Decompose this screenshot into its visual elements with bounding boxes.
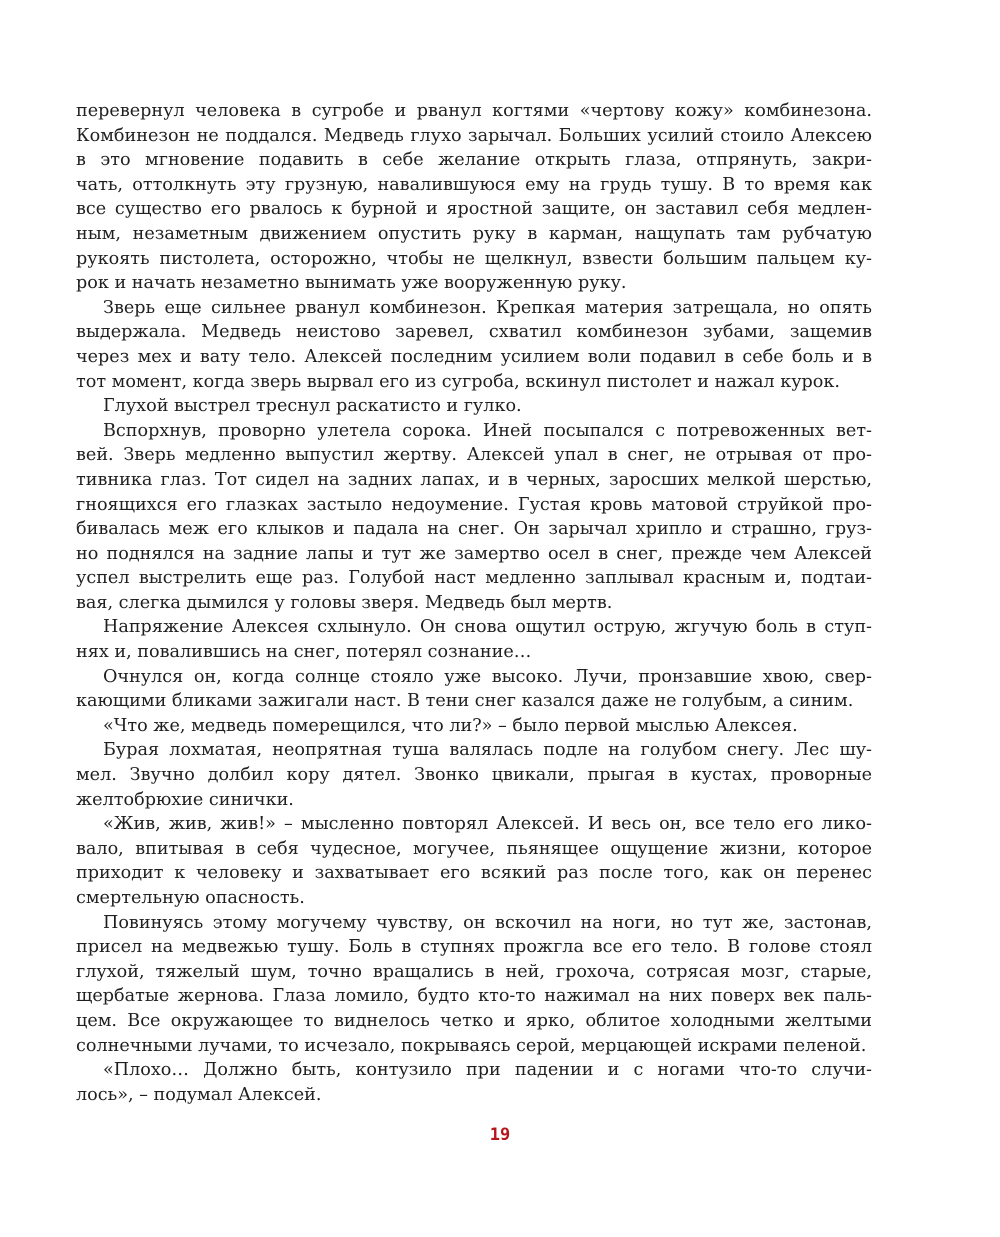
text-line: Напряжение Алексея схлынуло. Он снова ощутил острую, жгучую боль в ступ- [103, 617, 872, 638]
text-line: смертельную опасность. [76, 888, 305, 908]
text-line: глухой, тяжелый шум, точно вращались в ней, грохоча, сотрясая мозг, старые, [76, 961, 872, 982]
text-line: щербатые жернова. Глаза ломило, будто кто-то нажимал на них поверх век паль- [76, 986, 872, 1007]
page-number: 19 [489, 1125, 511, 1145]
text-line: кающими бликами зажигали наст. В тени снег казался даже не голубым, а синим. [76, 691, 854, 712]
text-line: рок и начать незаметно вынимать уже вооруженную руку. [76, 273, 627, 294]
text-line: Повинуясь этому могучему чувству, он вскочил на ноги, но тут же, застонав, [103, 912, 872, 933]
text-line: «Жив, жив, жив!» – мысленно повторял Алексей. И весь он, все тело его лико- [103, 814, 872, 835]
text-line: нях и, повалившись на снег, потерял сознание… [76, 642, 532, 663]
text-line: цем. Все окружающее то виднелось четко и ярко, облитое холодными желтыми [76, 1010, 872, 1031]
text-line: Комбинезон не поддался. Медведь глухо зарычал. Больших усилий стоило Алексею [76, 125, 872, 146]
text-line: все существо его рвалось к бурной и яростной защите, он заставил себя медлен- [76, 199, 872, 220]
text-line: в это мгновение подавить в себе желание открыть глаза, отпрянуть, закри- [76, 150, 872, 171]
text-line: Зверь еще сильнее рванул комбинезон. Крепкая материя затрещала, но опять [103, 297, 872, 318]
text-line: желтобрюхие синички. [76, 789, 294, 810]
text-line: Глухой выстрел треснул раскатисто и гулко. [103, 396, 522, 417]
text-line: Бурая лохматая, неопрятная туша валялась подле на голубом снегу. Лес шу- [103, 740, 872, 761]
text-line: тивника глаз. Тот сидел на задних лапах, и в черных, заросших мелкой шерстью, [76, 469, 872, 490]
text-line: но поднялся на задние лапы и тут же замертво осел в снег, прежде чем Алексей [76, 543, 872, 564]
text-line: гноящихся его глазках застыло недоумение. Густая кровь матовой струйкой про- [76, 494, 872, 515]
text-line: чать, оттолкнуть эту грузную, навалившуюся ему на грудь тушу. В то время как [76, 174, 872, 195]
text-line: Очнулся он, когда солнце стояло уже высоко. Лучи, пронзавшие хвою, свер- [103, 666, 872, 687]
text-line: через мех и вату тело. Алексей последним усилием воли подавил в себе боль и в [76, 346, 872, 367]
text-line: вало, впитывая в себя чудесное, могучее, пьянящее ощущение жизни, которое [76, 838, 872, 859]
text-line: успел выстрелить еще раз. Голубой наст медленно заплывал красным и, подтаи- [76, 568, 872, 589]
body-text [76, 99, 872, 1107]
text-line: мел. Звучно долбил кору дятел. Звонко цвикали, прыгая в кустах, проворные [76, 765, 872, 786]
text-line: тот момент, когда зверь вырвал его из сугроба, вскинул пистолет и нажал курок. [76, 371, 840, 392]
text-line: солнечными лучами, то исчезало, покрываясь серой, мерцающей искрами пеленой. [76, 1035, 867, 1056]
text-line: вая, слегка дымился у головы зверя. Медведь был мертв. [76, 592, 613, 613]
text-line: бивалась меж его клыков и падала на снег. Он зарычал хрипло и страшно, груз- [76, 519, 872, 540]
text-line: вей. Зверь медленно выпустил жертву. Алексей упал в снег, не отрывая от про- [76, 445, 872, 466]
text-line: Вспорхнув, проворно улетела сорока. Иней посыпался с потревоженных вет- [103, 420, 872, 441]
text-line: выдержала. Медведь неистово заревел, схватил комбинезон зубами, защемив [76, 322, 872, 343]
text-line: присел на медвежью тушу. Боль в ступнях прожгла все его тело. В голове стоял [76, 937, 872, 958]
text-line: лось», – подумал Алексей. [76, 1084, 322, 1105]
text-line: «Плохо… Должно быть, контузило при падении и с ногами что-то случи- [103, 1060, 872, 1081]
text-line: ным, незаметным движением опустить руку в карман, нащупать там рубчатую [76, 223, 872, 244]
text-line: рукоять пистолета, осторожно, чтобы не щелкнул, взвести большим пальцем ку- [76, 248, 872, 269]
text-line: приходит к человеку и захватывает его всякий раз после того, как он перенес [76, 863, 872, 884]
text-line: перевернул человека в сугробе и рванул когтями «чертову кожу» комбинезона. [76, 101, 872, 121]
text-line: «Что же, медведь померещился, что ли?» – было первой мыслью Алексея. [103, 715, 798, 736]
